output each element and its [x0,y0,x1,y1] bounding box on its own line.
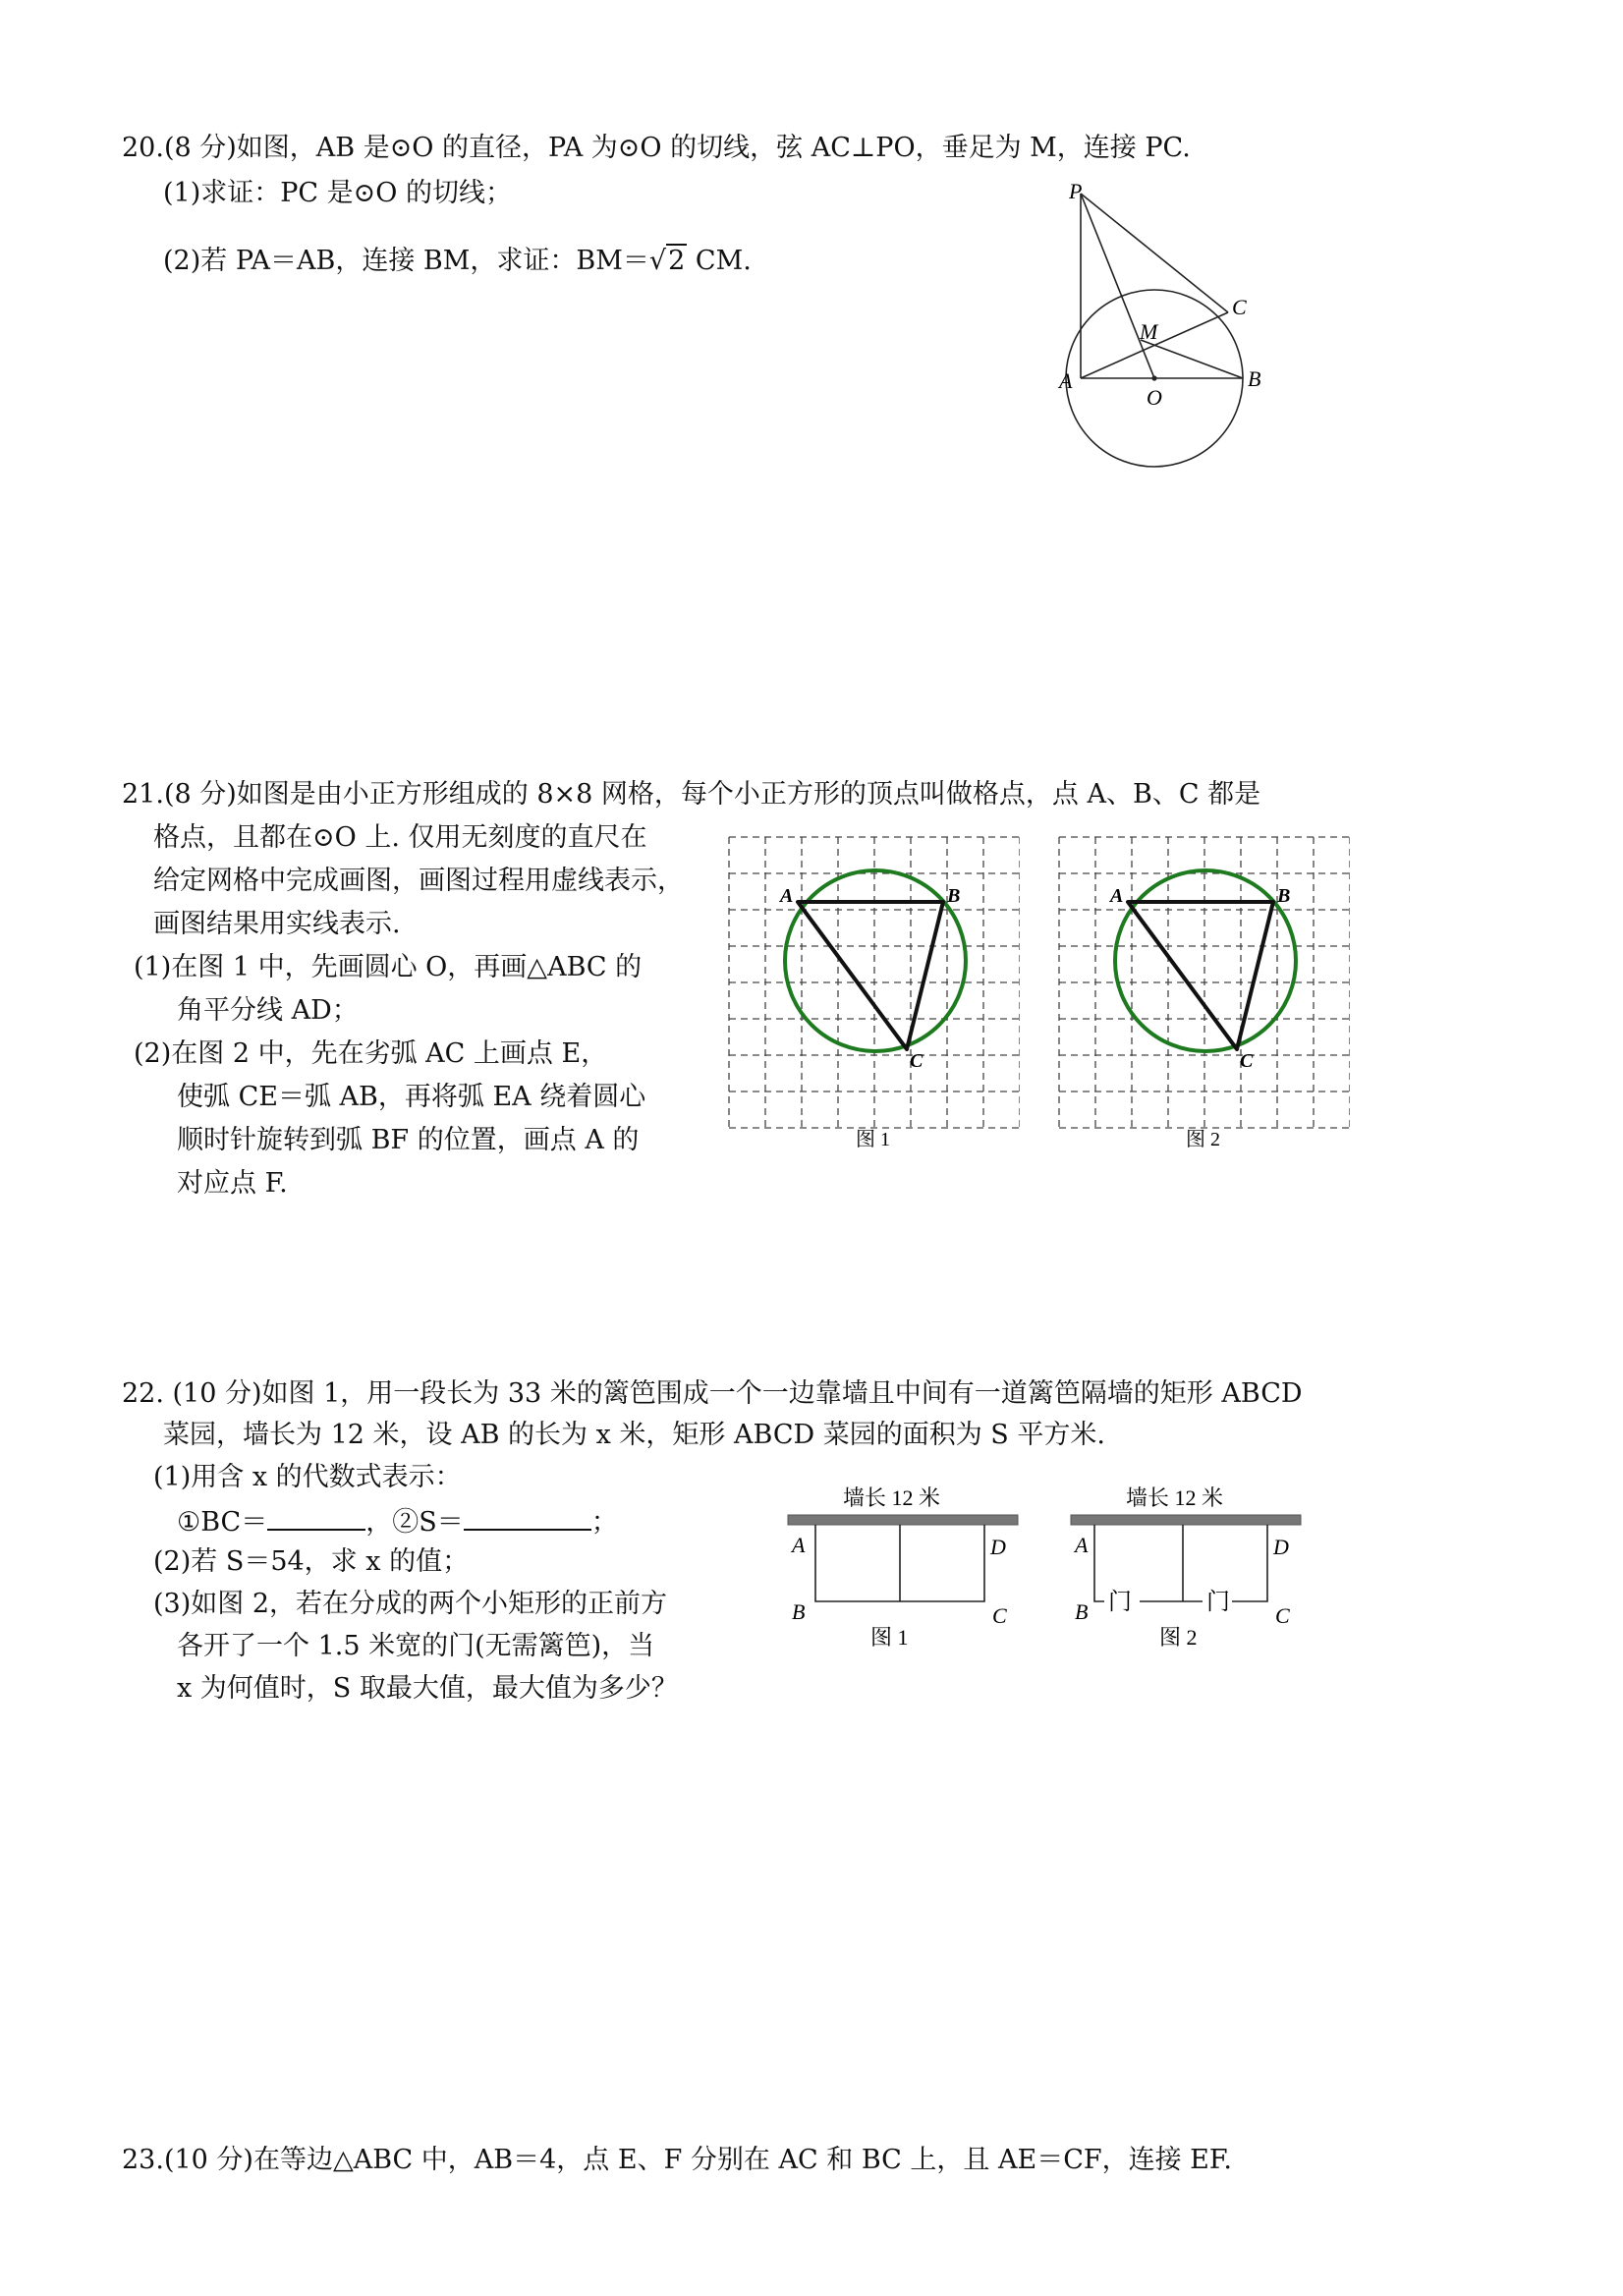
q20-part2-text: (2)若 PA＝AB，连接 BM，求证：BM＝ [163,246,649,276]
q20-label-C: C [1232,295,1247,319]
q21-line7: (2)在图 2 中，先在劣弧 AC 上画点 E， [134,1038,608,1069]
q21-fig1-triangle [798,902,943,1049]
q22-part1-blanks [177,1503,618,1540]
q21-fig2-label-C: C [1240,1050,1254,1072]
q22-semicolon: ； [590,1507,618,1538]
q22-line1: 22. (10 分)如图 1，用一段长为 33 米的篱笆围成一个一边靠墙且中间有一道篱笆隔墙的矩形 ABCD [122,1378,1303,1409]
q21-fig1-label-C: C [910,1050,923,1072]
q22-fig2-door-2: 门 [1206,1590,1230,1615]
q22-part3b: 各开了一个 1.5 米宽的门(无需篱笆)，当 [177,1631,655,1661]
q22-fig1-label-A: A [792,1533,806,1557]
s-answer-blank[interactable] [464,1503,591,1531]
q22-part3c: x 为何值时，S 取最大值，最大值为多少？ [177,1673,678,1704]
q21-line9: 顺时针旋转到弧 BF 的位置，画点 A 的 [177,1125,640,1155]
q23-line1: 23.(10 分)在等边△ABC 中，AB＝4，点 E、F 分别在 AC 和 BC 上，且 AE＝CF，连接 EF. [122,2145,1232,2175]
q20-part2-suffix: CM. [687,246,752,276]
q21-figure-2 [1055,833,1350,1157]
q22-fig1-label-B: B [792,1599,806,1624]
q20-line-BM [1141,340,1243,378]
q20-point-O [1151,375,1156,380]
q21-line1: 21.(8 分)如图是由小正方形组成的 8×8 网格，每个小正方形的顶点叫做格点，点 A、B、C 都是 [122,779,1261,810]
q20-figure [1041,177,1277,472]
q21-line2: 格点，且都在⊙O 上. 仅用无刻度的直尺在 [153,822,647,853]
q21-line8: 使弧 CE＝弧 AB，再将弧 EA 绕着圆心 [177,1082,646,1112]
q21-fig2-label-A: A [1110,885,1124,907]
q20-label-M: M [1140,319,1158,344]
q22-fig2-label-A: A [1075,1533,1089,1557]
q20-line-PC [1081,194,1228,312]
q20-part2 [163,245,752,278]
sqrt-symbol: √2 [648,246,686,276]
q22-part3a: (3)如图 2，若在分成的两个小矩形的正前方 [153,1589,668,1619]
q22-fig1-label-D: D [990,1535,1006,1559]
q22-fig2-label-B: B [1075,1599,1089,1624]
q21-line5: (1)在图 1 中，先画圆心 O，再画△ABC 的 [134,952,643,982]
q22-fig2-wall [1071,1515,1301,1525]
q20-label-O: O [1147,385,1162,410]
q22-fig2-caption: 图 2 [1159,1625,1198,1650]
q22-fig1-wall-label: 墙长 12 米 [843,1485,941,1510]
q21-line10: 对应点 F. [177,1168,288,1199]
q22-figure-1 [782,1482,1028,1658]
q21-fig1-caption: 图 1 [856,1129,890,1150]
q22-fig1-caption: 图 1 [870,1625,909,1650]
q21-fig2-triangle [1128,902,1273,1049]
q20-title: 20.(8 分)如图，AB 是⊙O 的直径，PA 为⊙O 的切线，弦 AC⊥PO，垂足为 M，连接 PC. [122,133,1191,163]
q22-fig2-wall-label: 墙长 12 米 [1126,1485,1224,1510]
q21-fig2-label-B: B [1277,885,1291,907]
q20-label-B: B [1248,366,1261,391]
q22-fig2-door-1: 门 [1108,1590,1132,1615]
q20-part1: (1)求证：PC 是⊙O 的切线； [163,178,512,208]
q22-part2: (2)若 S＝54，求 x 的值； [153,1546,470,1577]
q21-fig2-caption: 图 2 [1186,1129,1220,1150]
q21-line6: 角平分线 AD； [177,995,359,1026]
q21-line4: 画图结果用实线表示. [153,909,401,939]
q20-label-A: A [1059,368,1073,393]
q20-label-P: P [1069,179,1083,203]
q22-bc-label: ①BC＝ [177,1507,268,1538]
q22-s-label: ，②S＝ [365,1507,464,1538]
q21-fig1-label-A: A [780,885,794,907]
q22-fig1-fence [815,1525,984,1601]
q22-fig1-wall [788,1515,1018,1525]
q22-line2: 菜园，墙长为 12 米，设 AB 的长为 x 米，矩形 ABCD 菜园的面积为 S 平方米. [163,1420,1105,1450]
q22-part1: (1)用含 x 的代数式表示： [153,1462,462,1492]
q22-fig2-label-C: C [1275,1603,1290,1628]
q21-fig1-label-B: B [947,885,961,907]
q22-fig2-label-D: D [1273,1535,1289,1559]
q22-figure-2 [1065,1482,1311,1658]
q21-fig2-grid [1059,837,1350,1128]
q21-fig1-grid [729,837,1020,1128]
q21-fig1-circle [785,870,966,1051]
sqrt-radicand: 2 [668,246,686,276]
q21-figure-1 [725,833,1020,1157]
q22-fig1-label-C: C [992,1603,1007,1628]
q21-line3: 给定网格中完成画图，画图过程用虚线表示， [153,866,684,896]
q21-fig2-circle [1115,870,1296,1051]
bc-answer-blank[interactable] [267,1503,365,1531]
